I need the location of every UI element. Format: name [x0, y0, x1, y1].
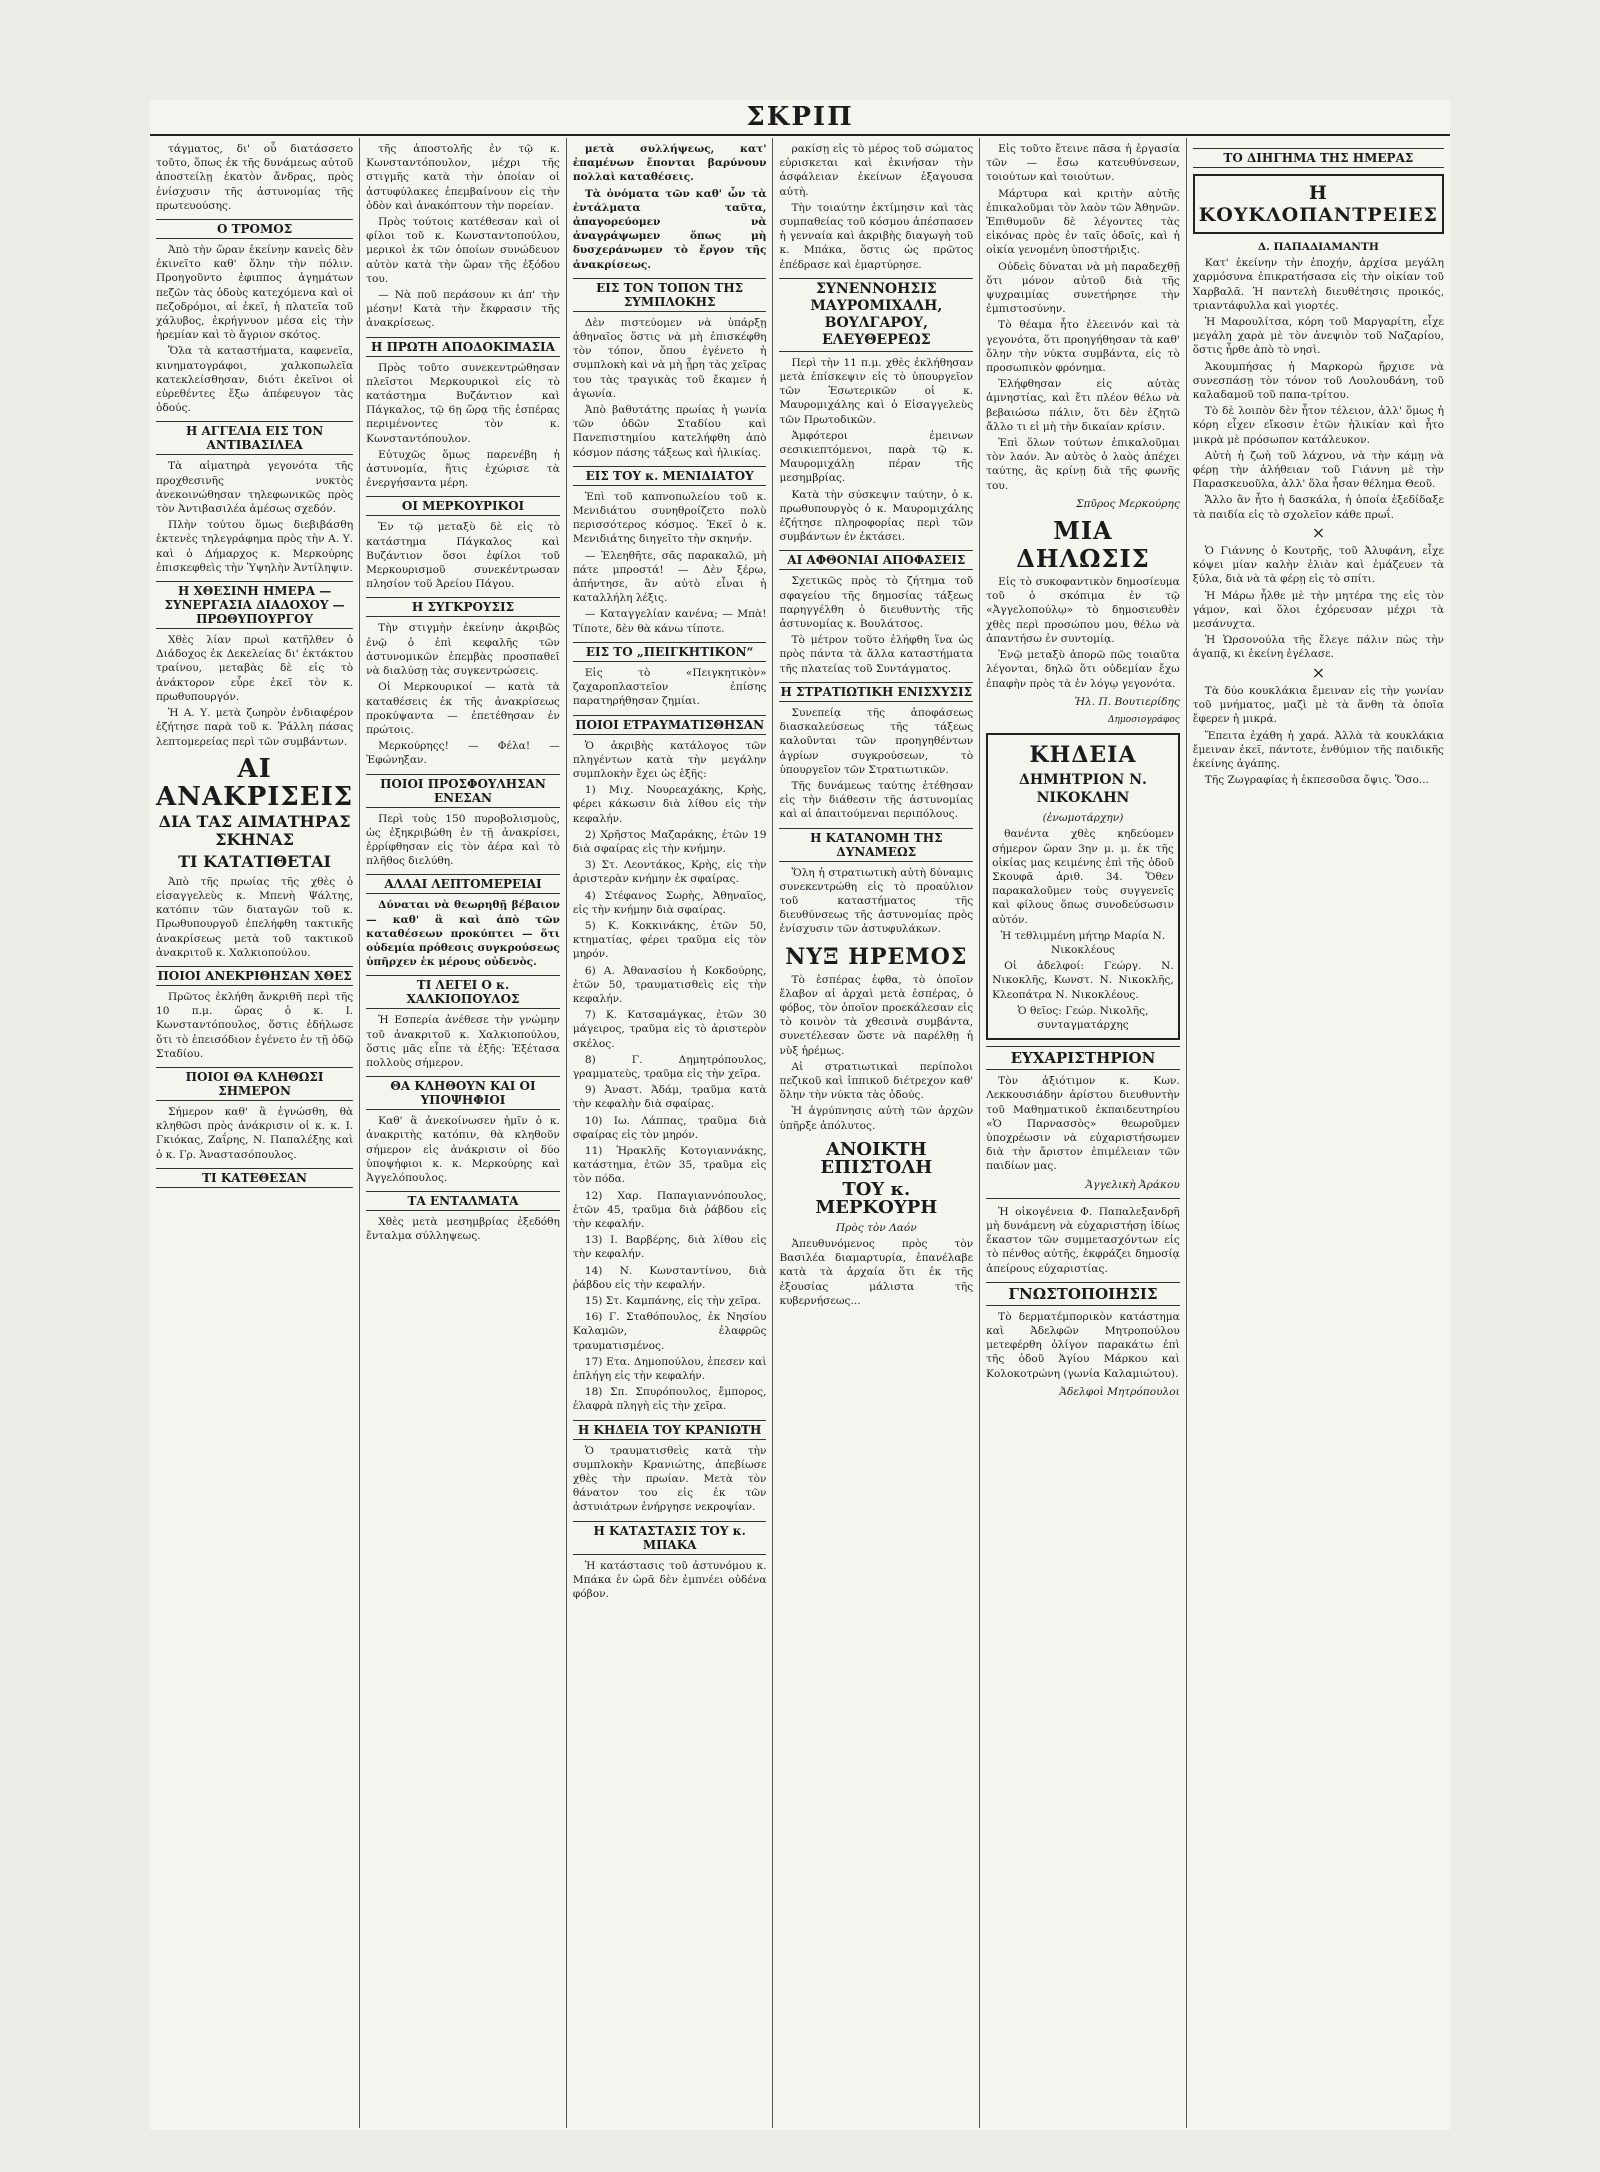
section-heading: ΠΟΙΟΙ ΑΝΕΚΡΙΘΗΣΑΝ ΧΘΕΣ — [156, 966, 353, 986]
paragraph: Ὁ ἀκριβὴς κατάλογος τῶν πληγέντων κατὰ τὴν μεγάλην συμπλοκὴν ἔχει ὡς ἑξῆς: — [572, 739, 767, 780]
divider — [986, 1198, 1180, 1199]
paragraph: Ἐν τῷ μεταξὺ δὲ εἰς τὸ κατάστημα Πάγκαλος καὶ Βυζάντιον ὅσοι ἐφίλοι τοῦ Μερκουρισμοῦ συνεκέντρωσαν πλησίον τοῦ Ἀρείου Πάγου. — [366, 521, 560, 591]
column-5 — [980, 138, 1187, 2128]
paragraph: Ὅλη ἡ στρατιωτικὴ αὐτὴ δύναμις συνεκεντρώθη εἰς τὸ προαύλιον τοῦ καταστήματος τῆς διευθύνσεως τῆς ἀστυνομίας πρὸς ἐνίσχυσιν τῶν ἀστυφυλάκων. — [779, 866, 974, 936]
paragraph: Ὅλα τὰ καταστήματα, καφενεῖα, κινηματογράφοι, χαλκοπωλεῖα κατεκλείσθησαν, διότι ἐκεῖνοι οἱ εὑρεθέντες ἔξω ἀπέφευγον τὰς ὁδούς. — [156, 345, 354, 415]
paragraph: Τὰ δύο κουκλάκια ἔμειναν εἰς τὴν γωνίαν τοῦ μνήματος, μαζὶ μὲ τὰ ἄνθη τὰ ὁποῖα ἔφερεν ἡ μικρά. — [1192, 684, 1444, 726]
paragraph: Εἰς τὸ «Πειγκητικὸν» ζαχαροπλαστεῖον ἐπίσης παρατηρήθησαν ζημίαι. — [572, 666, 767, 708]
column-4 — [773, 138, 980, 2128]
section-heading: ΕΙΣ ΤΟΝ ΤΟΠΟΝ ΤΗΣ ΣΥΜΠΛΟΚΗΣ — [573, 278, 767, 312]
paragraph: Εἰς τοῦτο ἔτεινε πᾶσα ἡ ἐργασία τῶν — ἔσω κατευθύνσεων, τοιούτων καὶ τοιούτων. — [986, 143, 1180, 184]
paragraph: Αἱ στρατιωτικαὶ περίπολοι πεζικοῦ καὶ ἱππικοῦ διέτρεχον καθ' ὅλην τὴν νύκτα τὰς ὁδούς. — [779, 1060, 974, 1102]
paragraph: Κατὰ τὴν σύσκεψιν ταύτην, ὁ κ. πρωθυπουργὸς ὁ κ. Μαυρομιχάλης ἐζήτησε πληροφορίας περὶ τῶν συμβάντων ἐν ἐκτάσει. — [779, 488, 974, 544]
signature: Ἠλ. Π. Βουτιερίδης — [1074, 695, 1180, 708]
paragraph: Ἀπευθυνόμενος πρὸς τὸν Βασιλέα διαμαρτυρία, ἐπανέλαβε κατὰ τὰ ἀρχαία ὅτι ἐκ τῆς ἐξουσίας μάλιστα τῆς κυβερνήσεως... — [779, 1237, 974, 1307]
list-item: 5) Κ. Κοκκινάκης, ἐτῶν 50, κτηματίας, φέρει τραῦμα εἰς τὸν μηρόν. — [572, 919, 767, 961]
section-heading: ΕΙΣ ΤΟΥ κ. ΜΕΝΙΔΙΑΤΟΥ — [573, 466, 767, 486]
story-title-box — [1193, 174, 1444, 234]
list-item: 12) Χαρ. Παπαγιαννόπουλος, ἐτῶν 45, τραῦμα διὰ ῥάβδου εἰς τὴν κεφαλήν. — [572, 1189, 767, 1230]
section-heading: Η ΣΤΡΑΤΙΩΤΙΚΗ ΕΝΙΣΧΥΣΙΣ — [779, 682, 973, 702]
section-heading: ΑΙ ΑΦΘΟΝΙΑΙ ΑΠΟΦΑΣΕΙΣ — [779, 550, 973, 570]
paragraph: Ἡ ἀγρύπνησις αὐτὴ τῶν ἀρχῶν ὑπῆρξε ἀπόλυτος. — [779, 1105, 974, 1132]
paragraph: ρακίσῃ εἰς τὸ μέρος τοῦ σώματος εὐρισκεται καὶ ἐκινήσαν τὴν ἀσφάλειαν ἐκείνων ἐξαγουσα αὐτὴ. — [779, 143, 974, 198]
paragraph: Ἡ Μαρουλίτσα, κόρη τοῦ Μαργαρίτη, εἶχε μεγάλη χαρὰ μὲ τὸν ἀνεψιὸν τοῦ Ναζαρίου, ὅστις ἦρθε ἀπὸ τὸ νησὶ. — [1192, 316, 1444, 357]
paragraph: Ἡ Μάρω ἦλθε μὲ τὴν μητέρα της εἰς τὸν γάμον, καὶ ὅλοι ἐχόρευσαν μέχρι τὰ μεσάνυχτα. — [1192, 589, 1444, 631]
newspaper-page — [150, 100, 1450, 2130]
paragraph: Σχετικῶς πρὸς τὸ ζήτημα τοῦ σφαγείου τῆς δημοσίας τάξεως παρηγγέλθη ὁ διευθυντὴς τῆς ἀστυνομίας κ. Βουλάτσος. — [779, 575, 974, 631]
list-item: 3) Στ. Λεοντάκος, Κρὴς, εἰς τὴν ἀριστερὰν κνήμην ἐκ σφαίρας. — [572, 859, 767, 886]
paragraph: — Καταγγελίαν κανένα; — Μπὰ! Τίποτε, δὲν θὰ κάνω τίποτε. — [572, 608, 767, 635]
list-item: 13) Ι. Βαρβέρης, διὰ λίθου εἰς τὴν κεφαλήν. — [572, 1234, 767, 1261]
paragraph: Σήμερον καθ' ἃ ἐγνώσθη, θὰ κληθῶσι πρὸς ἀνάκρισιν οἱ κ. κ. Ι. Γκιόκας, Ζαΐρης, Ν. Παπαλέξης καὶ ὁ κ. Γρ. Ἀναστασόπουλος. — [156, 1105, 354, 1161]
section-heading: ΓΝΩΣΤΟΠΟΙΗΣΙΣ — [986, 1282, 1180, 1306]
paragraph: Οἱ Μερκουρικοί — κατὰ τὰ καταθέσεις ἐκ τῆς ἀνακρίσεως προκύψαντα — ἐπετέθησαν ἐν πρώτοις. — [366, 681, 560, 736]
column-2 — [360, 138, 567, 2128]
masthead — [150, 100, 1450, 136]
paragraph: Ἀκουμπήσας ἡ Μαρκορὼ ἤρχισε νὰ συνεσπάσῃ τὸν τόνον τοῦ Λουλουδάνη, τοῦ καλαδαμοῦ τοῦ παπα-τρίτου. — [1192, 360, 1444, 402]
paragraph: Ὁ Γιάννης ὁ Κουτρῆς, τοῦ Ἀλυφάνη, εἶχε κόψει μίαν καλὴν ἐλιὰν καὶ ἐμάζευεν τὰ ξύλα, διὰ νὰ τὰ φέρῃ εἰς τὸ σπίτι. — [1192, 545, 1444, 586]
section-heading: Η ΣΥΓΚΡΟΥΣΙΣ — [366, 597, 560, 617]
paragraph: Συνεπείᾳ τῆς ἀποφάσεως διασκαλεύσεως τῆς τάξεως καλοῦνται τῶν προηγηθέντων ἀγρίων συγκρούσεων, τὸ ὑπουργεῖον τῶν Στρατιωτικῶν. — [779, 706, 974, 776]
section-heading: ΕΙΣ ΤΟ „ΠΕΙΓΚΗΤΙΚΟΝ“ — [573, 642, 767, 662]
paragraph: τῆς ἀποστολῆς ἐν τῷ κ. Κωνσταντόπουλον, μέχρι τῆς στιγμῆς κατὰ τὴν ὁποίαν οἱ ἀστυφύλακες ἐπεμβαίνουν εἰς τὴν ὁδὸν καὶ ἀνακόπτουν τὴν πορείαν. — [366, 143, 560, 212]
signature: Ἀδελφοὶ Μητρόπουλοι — [1059, 1385, 1180, 1398]
paragraph: Πλὴν τούτου ὅμως διεβιβάσθη ἐκτενὲς τηλεγράφημα πρὸς τὴν Α. Υ. καὶ ὁ Δήμαρχος κ. Μερκούρης ἐπισκεφθεὶς τὴν Ὑψηλὴν Ἀντίληψιν. — [156, 519, 354, 574]
section-heading: ΤΟ ΔΙΗΓΗΜΑ ΤΗΣ ΗΜΕΡΑΣ — [1193, 148, 1444, 168]
paragraph: Τῆς δυνάμεως ταύτης ἐτέθησαν εἰς τὴν διάθεσιν τῆς ἀστυνομίας καὶ αἱ ἀπαιτούμεναι περιπόλους. — [779, 779, 974, 821]
signature: Ἀγγελικὴ Ἀράκου — [1085, 1178, 1180, 1191]
paragraph: Μερκούρηςς! — Φέλα! — Ἐφώνηξαν. — [366, 740, 560, 767]
section-heading: ΠΟΙΟΙ ΠΡΟΣΦΟΥΛΗΣΑΝ ΕΝΕΣΑΝ — [366, 774, 560, 808]
paragraph: Περὶ τοὺς 150 πυροβολισμοὺς, ὡς ἐξηκριβώθη ἐν τῇ ἀνακρίσει, ἐρρίφθησαν εἰς τὸν ἀέρα καὶ τὸ πλῆθος διελύθη. — [366, 812, 560, 868]
paragraph: Δὲν πιστεύομεν νὰ ὑπάρξῃ ἀθηναῖος ὅστις νὰ μὴ ἐπισκέφθη τὸν τόπον, ὅπου ἐγένετο ἡ συμπλοκὴ καὶ νὰ μὴ ᾖρη τὰς χεῖρας του τὰς τραγικὰς τοῦ ἔκαμεν ἡ ἀγωνία. — [572, 316, 767, 400]
list-item: 14) Ν. Κωνσταντίνου, διὰ ῥάβδου εἰς τὴν κεφαλήν. — [572, 1264, 767, 1291]
paragraph: Τὸ θέαμα ἦτο ἐλεεινόν καὶ τὰ γεγονότα, ὅτι προηγήθησαν τὰ καθ' ὅλην τὴν νύκτα συμβάντα, εἰς τὸ προσωπικὸν φρόνημα. — [986, 319, 1180, 375]
column-1 — [150, 138, 360, 2128]
signature-title: Δημοσιογράφος — [1108, 714, 1180, 725]
article-headline: ΑΙ ΑΝΑΚΡΙΣΕΙΣ — [156, 753, 354, 812]
list-item: 11) Ἡρακλῆς Κοτογιαννάκης, κατάστημα, ἐτῶν 35, τραῦμα εἰς τὸν πόδα. — [572, 1144, 767, 1186]
list-item: 18) Σπ. Σπυρόπουλος, ἔμπορος, ἐλαφρὰ πληγὴ εἰς τὴν χεῖρα. — [572, 1386, 767, 1413]
paragraph: Πρῶτος ἐκλήθη ἄνκριθῆ περὶ τῆς 10 π.μ. ὥρας ὁ κ. Ι. Κωνσταντόπουλος, ὅστις ἐδήλωσε ὅτι τὸ ἐπεισόδιον ἐγένετο ἐν τῇ ὁδῷ Σταδίου. — [156, 990, 354, 1060]
paragraph: Καθ' ἃ ἀνεκοίνωσεν ἡμῖν ὁ κ. ἀνακριτὴς κατόπιν, θὰ κληθοῦν σήμερον εἰς ἀνάκρισιν οἱ δύο ὑποψήφιοι κ. κ. Μερκούρης καὶ Ἀγγελόπουλος. — [366, 1115, 560, 1184]
columns — [150, 138, 1450, 2128]
article-headline: ΜΙΑ ΔΗΛΩΣΙΣ — [1016, 516, 1150, 574]
section-heading: ΤΑ ΕΝΤΑΛΜΑΤΑ — [366, 1191, 560, 1211]
paragraph: Πρὸς τούτοις κατέθεσαν καὶ οἱ φίλοι τοῦ κ. Κωνσταντοπούλου, μερικοὶ ἐκ τῶν ὁποίων συνώδευον αὐτὸν κατὰ τὴν ὥραν τῆς ἐξόδου του. — [366, 216, 560, 285]
paragraph: — Ἐλεηθῆτε, σᾶς παρακαλῶ, μὴ πάτε μπροστά! — Δὲν ξέρω, ἀπήντησε, ἂν αὐτὸ εἶναι ἡ καταλλήλη λέξις. — [572, 549, 767, 605]
section-heading: Η ΑΓΓΕΛΙΑ ΕΙΣ ΤΟΝ ΑΝΤΙΒΑΣΙΛΕΑ — [156, 421, 353, 455]
paragraph: Τὴν τοιαύτην ἐκτίμησιν καὶ τὰς συμπαθείας τοῦ κόσμου ἀπέσπασεν ἡ γενναία καὶ ἀκριβὴς διαγωγὴ τοῦ κ. Μπάκα, ὅστις ὡς πρῶτος ἐπέδρασε καὶ ἐμαρτύρησε. — [779, 201, 974, 271]
section-heading: ΤΙ ΛΕΓΕΙ Ο κ. ΧΑΛΚΙΟΠΟΥΛΟΣ — [366, 975, 560, 1009]
paragraph: Ὁ θεῖος: Γεώρ. Νικολῆς, συνταγματάρχης — [1017, 1004, 1149, 1031]
list-item: 10) Ιω. Λάππας, τραῦμα διὰ σφαίρας εἰς τὸν μηρόν. — [572, 1114, 767, 1141]
paragraph: Ἀπὸ βαθυτάτης πρωίας ἡ γωνία τῶν ὁδῶν Σταδίου καὶ Πανεπιστημίου κατελήφθη ἀπὸ κόσμον πάσης τάξεως καὶ ἡλικίας. — [572, 404, 767, 459]
section-heading: ΕΥΧΑΡΙΣΤΗΡΙΟΝ — [986, 1046, 1180, 1070]
list-item: 4) Στέφανος Σωρὴς, Ἀθηναῖος, εἰς τὴν κνήμην διὰ σφαίρας. — [572, 889, 767, 916]
paragraph: Τῆς Ζωγραφίας ἡ ἐκπεσοῦσα ὄψις. Ὅσο... — [1204, 774, 1429, 787]
paragraph: Εἰς τὸ συκοφαντικὸν δημοσίευμα τοῦ ὁ σκόπιμα ἐν τῷ «Ἀγγελοπούλῳ» τὸ δημοσιευθὲν χθὲς περὶ προσώπου μου, θέλω νὰ ἀπαντήσω ἐν συντομίᾳ. — [986, 576, 1180, 645]
paragraph: Ἡ κατάστασις τοῦ ἀστυνόμου κ. Μπάκα ἐν ὠρᾶ δὲν ἐμπνέει οὐδένα φόβον. — [572, 1559, 767, 1601]
paragraph: Οὐδεὶς δύναται νὰ μὴ παραδεχθῇ ὅτι μόνον αὐτοῦ διὰ τῆς ψυχραιμίας συνετήρησε τὴν ἐμπιστοσύνην. — [986, 260, 1180, 316]
section-heading: ΘΑ ΚΛΗΘΟΥΝ ΚΑΙ ΟΙ ΥΠΟΨΗΦΙΟΙ — [366, 1076, 560, 1110]
notice-name: ΔΗΜΗΤΡΙΟΝ Ν. ΝΙΚΟΚΛΗΝ — [1019, 772, 1147, 807]
paragraph: (ἐνωμοτάρχην) — [1042, 812, 1124, 825]
column-3 — [567, 138, 774, 2128]
paragraph: Ἄλλο ἂν ἦτο ἡ δασκάλα, ἡ ὁποία ἐξεδίδαξε τὰ παιδία εἰς τὸ σχολεῖον κάθε πρωΐ. — [1192, 494, 1444, 521]
section-divider-cross: × — [1311, 662, 1326, 682]
paragraph: Τὸ δὲ λοιπὸν δὲν ἦτον τέλειον, ἀλλ' ὅμως ἡ κόρη εἶχεν εἴκοσιν ἐτῶν ἡλικίαν καὶ ἦτο μικρὰ μὲ πρόσωπον κατάλευκον. — [1192, 405, 1444, 446]
article-headline: ΝΥΞ ΗΡΕΜΟΣ — [785, 943, 968, 970]
list-item: 2) Χρῆστος Μαζαράκης, ἐτῶν 19 διὰ σφαίρας εἰς τὴν κνήμην. — [572, 828, 767, 855]
article-subheadline: ΔΙΑ ΤΑΣ ΑΙΜΑΤΗΡΑΣ ΣΚΗΝΑΣ — [158, 811, 351, 849]
section-heading: Η ΚΗΔΕΙΑ ΤΟΥ ΚΡΑΝΙΩΤΗ — [573, 1420, 767, 1440]
paragraph: Ἡ οἰκογένεια Φ. Παπαλεξανδρῆ μὴ δυνάμενη νὰ εὐχαριστήσῃ ἰδίως ἕκαστον τῶν συμμετασχόντων εἰς τὸ πένθος αὐτῆς, ἐκφράζει δημοσίᾳ ἀπείρους εὐχαριστίας. — [986, 1205, 1180, 1275]
list-item: 9) Ἀναστ. Ἀδάμ, τραῦμα κατὰ τὴν κεφαλὴν διὰ σφαίρας. — [572, 1084, 767, 1111]
paragraph: Ἀπὸ τῆς πρωίας τῆς χθὲς ὁ εἰσαγγελεὺς κ. Μπενὴ Ψάλτης, κατόπιν τῶν διαταγῶν τοῦ κ. Πρωθυπουργοῦ ἐπελήφθη τακτικῆς ἀνακρίσεως μετὰ τοῦ τακτικοῦ ἀνακριτοῦ κ. Χαλκιοπούλου. — [156, 875, 354, 959]
paragraph: Περὶ τὴν 11 π.μ. χθὲς ἐκλήθησαν μετὰ ἐπίσκεψιν εἰς τὸ ὑπουργεῖον τῶν Ἐσωτερικῶν οἱ κ. Μαυρομιχάλης καὶ ὁ Εἰσαγγελεὺς τῶν Πρωτοδικῶν. — [779, 356, 974, 426]
section-heading: ΣΥΝΕΝΝΟΗΣΙΣ ΜΑΥΡΟΜΙΧΑΛΗ, ΒΟΥΛΓΑΡΟΥ, ΕΛΕΥΘΕΡΕΩΣ — [779, 278, 973, 352]
paragraph: Πρὸς τοῦτο συνεκεντρώθησαν πλεῖστοι Μερκουρικοὶ εἰς τὸ κατάστημα Βυζάντιον καὶ Πάγκαλος, τῷ 6ῃ ὥρᾳ τῆς ἑσπέρας περιμένοντες τὸν κ. Κωνσταντόπουλον. — [366, 361, 560, 445]
section-heading: ΤΙ ΚΑΤΕΘΕΣΑΝ — [156, 1168, 353, 1188]
paragraph: Τὸ ἑσπέρας ἐφθα, τὸ ὁποῖον ἔλαβον αἱ ἀρχαὶ μετὰ ἐσπέρας, ὁ φόβος, τὸν ὁποῖον προεκάλεσαν εἰς τὸ κοινὸν τὰ χθεσινὰ συμβάντα, συνετέλεσαν ὥστε νὰ παρέλθῃ ἡ νὺξ ἠρέμως. — [779, 973, 974, 1057]
paragraph: Μάρτυρα καὶ κριτὴν αὐτῆς ἐπικαλοῦμαι τὸν λαὸν τῶν Ἀθηνῶν. Ἐπιθυμοῦν δὲ λέγοντες τὰς εἰκόνας πρὸς ἐν ταῖς ὁδοῖς, καὶ ἡ οἰκία γενομένη ὑποστήριξις. — [986, 187, 1180, 257]
paragraph: Τὸν ἀξιότιμον κ. Κων. Λεκκουσιάδην ἀρίστου διευθυντὴν τοῦ Μαθηματικοῦ ἐκπαιδευτηρίου «Ὁ Παρνασσὸς» θεωροῦμεν ὑποχρέωσιν νὰ εὐχαριστήσωμεν διὰ τὴν ἄριστον ἐπιμέλειαν τῶν παιδίων μας. — [986, 1075, 1180, 1173]
paragraph: Ὁ τραυματισθεὶς κατὰ τὴν συμπλοκὴν Κρανιώτης, ἀπεβίωσε χθὲς τὴν πρωίαν. Μετὰ τὸν θάνατον του εἰς ἐκ τῶν ἀστυιάτρων ἐνήργησε νεκροψίαν. — [572, 1444, 767, 1514]
list-item: 6) Α. Ἀθανασίου ἡ Κοκδούρης, ἐτῶν 50, τραυματισθεὶς εἰς τὴν κεφαλήν. — [572, 964, 767, 1005]
masthead-title: ΣΚΡΙΠ — [746, 102, 854, 132]
section-divider-cross: × — [1311, 522, 1326, 542]
paragraph: Εὐτυχῶς ὅμως παρενέβη ἡ ἀστυνομία, ἥτις ἐχώρισε τὰ ἐνεργήσαντα μέρη. — [366, 448, 560, 490]
paragraph: Αὐτὴ ἡ ζωὴ τοῦ λάχνου, νὰ τὴν κάμῃ νὰ φέρῃ τὴν ἀλήθειαν τοῦ Γιάννη μὲ τὴν Παρασκευοῦλα, ἀλλ' ὅλα ἦσαν θέλημα Θεοῦ. — [1192, 449, 1444, 491]
list-item: 15) Στ. Καμπάνης, εἰς τὴν χεῖρα. — [584, 1295, 762, 1308]
article-subheadline: ΤΙ ΚΑΤΑΤΙΘΕΤΑΙ — [178, 851, 332, 871]
paragraph: Κατ' ἐκείνην τὴν ἐποχήν, ἀρχίσα μεγάλη χαρμόσυνα ἐπικρατήσασα εἰς τὴν οἰκίαν τοῦ Χαρβαλᾶ. Ἡ παντελὴ διευθέτησις προικός, τριαντάφυλλα καὶ γιορτές. — [1192, 257, 1444, 312]
paragraph: Οἱ ἀδελφοί: Γεώργ. Ν. Νικοκλῆς, Κωνστ. Ν. Νικοκλῆς, Κλεοπάτρα Ν. Νικοκλέους. — [992, 960, 1174, 1001]
paragraph: Ἐνῷ μεταξὺ ἀπορῶ πῶς τοιαῦτα λέγονται, δηλῶ ὅτι οὐδεμίαν ἔχω ἐπαφὴν πρὸς τὰ ἐν λόγῳ γεγονότα. — [986, 649, 1180, 690]
paragraph: Ἡ τεθλιμμένη μήτηρ Μαρία Ν. Νικοκλέους — [1000, 929, 1166, 956]
signature: Σπῦρος Μερκούρης — [1075, 497, 1180, 510]
paragraph: Χθὲς μετὰ μεσημβρίας ἐξεδόθη ἔνταλμα σύλληψεως. — [366, 1216, 560, 1243]
section-heading: Η ΚΑΤΑΣΤΑΣΙΣ ΤΟΥ κ. ΜΠΑΚΑ — [573, 1521, 767, 1555]
paragraph: Ἐπὶ τοῦ καπνοπωλείου τοῦ κ. Μενιδιάτου συνηθροίζετο πολὺ περισσότερος κόσμος. Ἐκεῖ ὁ κ. Μενιδιάτης διηγεῖτο τὴν σκηνήν. — [572, 490, 767, 546]
paragraph: Τὸ δερματέμπορικὸν κατάστημα καὶ Ἀδελφῶν Μητροπούλου μετεφέρθη ὀλίγον παρακάτω ἐπὶ τῆς ὁδοῦ Ἁγίου Μάρκου καὶ Κολοκοτρώνη (γωνία Καλαμιώτου). — [986, 1310, 1180, 1380]
section-heading: ΟΙ ΜΕΡΚΟΥΡΙΚΟΙ — [366, 496, 560, 516]
paragraph: Ἡ Ὡρσονούλα τῆς ἔλεγε πάλιν πὼς τὴν ἀγαπᾷ, κι ἐκείνη ἐγέλασε. — [1192, 634, 1444, 661]
paragraph: Τὸ μέτρον τοῦτο ἐλήφθη ἵνα ὡς πρὸς πάντα τὰ ἄλλα καταστήματα τῆς πλατείας τοῦ Συντάγματος. — [779, 634, 974, 675]
story-author: Δ. ΠΑΠΑΔΙΑΜΑΝΤΗ — [1257, 241, 1379, 253]
paragraph: Τὴν στιγμὴν ἐκείνην ἀκριβῶς ἐνῷ ὁ ἐπὶ κεφαλῆς τῶν ἀστυνομικῶν ἐπεμβὰς προσπαθεῖ νὰ διαλύσῃ τὰς συγκεντρώσεις. — [366, 622, 560, 678]
paragraph: Ἐλήφθησαν εἰς αὐτὰς ἀμνηστίας, καὶ ἔτι πλέον θέλω νὰ βεβαιώσω πάλιν, ὅτι δὲν ἐζητῶ ἄλλο τι εἰ μὴ τὴν δικαίαν κρίσιν. — [986, 378, 1180, 433]
paragraph: Τὰ ὀνόματα τῶν καθ' ὧν τὰ ἐντάλματα ταῦτα, ἀπαγορεύομεν νὰ ἀναγράψωμεν ὅπως μὴ δυσχεράνωμεν τὸ ἔργον τῆς ἀνακρίσεως. — [572, 187, 767, 271]
story-title: Η ΚΟΥΚΛΟΠΑΝΤΡΕΙΕΣ — [1198, 182, 1438, 226]
paragraph: Πρὸς τὸν Λαόν — [835, 1221, 917, 1234]
paragraph: Ἀπὸ τὴν ὥραν ἐκείνην κανεὶς δὲν ἐκινεῖτο καθ' ὅλην τὴν πόλιν. Προηγοῦντο ἐφιππος ἀγημάτων πεζῶν τὰς ὁδοὺς κατεχόμενα καὶ οἱ πεζοδρόμοι, αἱ ἐκεῖ, ἡ πλατεῖα τοῦ χάλυβος, ἐκρήγνυον μέσα εἰς τὴν ἠρεμίαν καὶ τὸ ἄγριον σκότος. — [156, 244, 354, 342]
paragraph: Ἐπὶ ὅλων τούτων ἐπικαλοῦμαι τὸν λαόν. Ἀν αὐτὸς ὁ λαὸς ἀπέχει ταύτης, ἂς κρίνῃ διὰ τῆς φωνῆς του. — [986, 437, 1180, 492]
section-heading: Ο ΤΡΟΜΟΣ — [156, 219, 353, 239]
article-subheadline: ΑΝΟΙΚΤΗ ΕΠΙΣΤΟΛΗ — [820, 1138, 933, 1178]
list-item: 7) Κ. Κατσαμάγκας, ἐτῶν 30 μάγειρος, τραῦμα εἰς τὸ ἀριστερὸν σκέλος. — [572, 1009, 767, 1050]
section-heading: ΠΟΙΟΙ ΕΤΡΑΥΜΑΤΙΣΘΗΣΑΝ — [573, 715, 767, 735]
paragraph: Δύναται νὰ θεωρηθῇ βέβαιον — καθ' ἃ καὶ ἀπὸ τῶν καταθέσεων προκύπτει — ὅτι οὐδεμία πρόθεσις συγκρούσεως ὑπῆρχεν ἐκ μέρους οὐδενὸς. — [366, 899, 560, 969]
paragraph: Χθὲς λίαν πρωὶ κατῆλθεν ὁ Διάδοχος ἐκ Δεκελείας δι' ἐκτάκτου τραίνου, μεταβὰς δὲ εἰς τὸ ἀνάκτορον εὗρε ἐκεῖ τὸν κ. πρωθυπουργόν. — [156, 634, 354, 703]
funeral-notice — [986, 733, 1180, 1040]
paragraph: τάγματος, δι' οὗ διατάσσετο τοῦτο, ὅπως ἐκ τῆς δυνάμεως αὐτοῦ ἀποστείλῃ ἑκατὸν ἄνδρας, πρὸς ἐνίσχυσιν τῆς ἀστυνομίας τῆς πρωτευούσης. — [156, 143, 354, 212]
notice-title: ΚΗΔΕΙΑ — [1029, 742, 1137, 769]
paragraph: Ἡ Εσπερία ἀνέθεσε τὴν γνώμην τοῦ ἀνακριτοῦ κ. Χαλκιοπούλου, ὅστις μᾶς εἶπε τὰ ἑξῆς: Ἐξέτασα πολλοὺς σήμερον. — [366, 1014, 560, 1069]
paragraph: Ἀμφότεροι ἐμεινων σεσικιεπτόμενοι, παρὰ τῷ κ. Μαυρομιχάλῃ πέραν τῆς μεσημβρίας. — [779, 429, 974, 485]
section-heading: ΑΛΛΑΙ ΛΕΠΤΟΜΕΡΕΙΑΙ — [366, 874, 560, 894]
section-heading: ΠΟΙΟΙ ΘΑ ΚΛΗΘΩΣΙ ΣΗΜΕΡΟΝ — [156, 1067, 353, 1101]
paragraph: μετὰ συλλήψεως, κατ' ἐπαμένων ἔπονται βαρύνουν πολλαὶ καταθέσεις. — [572, 143, 767, 184]
list-item: 17) Ετα. Δημοπούλου, ἐπεσεν καὶ ἐπλήγη εἰς τὴν κεφαλήν. — [572, 1355, 767, 1383]
paragraph: — Νὰ ποῦ περάσουν κι ἀπ' τὴν μέσην! Κατὰ τὴν ἔκφρασιν τῆς ἀνακρίσεως. — [366, 289, 560, 330]
article-subheadline: ΤΟΥ κ. ΜΕΡΚΟΥΡΗ — [815, 1178, 938, 1218]
section-heading: Η ΚΑΤΑΝΟΜΗ ΤΗΣ ΔΥΝΑΜΕΩΣ — [779, 828, 973, 862]
paragraph: Τὰ αἱματηρὰ γεγονότα τῆς προχθεσινῆς νυκτὸς ἀνεκοινώθησαν τηλεφωνικῶς πρὸς τὸν Ἀντιβασιλέα ἀμέσως σχεδόν. — [156, 460, 354, 516]
column-6 — [1187, 138, 1450, 2128]
list-item: 16) Γ. Σταθόπουλος, ἐκ Νησίου Καλαμῶν, ἐλαφρῶς τραυματισμένος. — [572, 1311, 767, 1352]
section-heading: Η ΠΡΩΤΗ ΑΠΟΔΟΚΙΜΑΣΙΑ — [366, 337, 560, 357]
list-item: 8) Γ. Δημητρόπουλος, γραμματεὺς, τραῦμα εἰς τὴν χεῖρα. — [572, 1053, 767, 1080]
paragraph: Ἡ Α. Υ. μετὰ ζωηρὸν ἐνδιαφέρον ἐζήτησε παρὰ τοῦ κ. Ῥάλλη πάσας λεπτομερείας περὶ τῶν συμβάντων. — [156, 707, 354, 748]
section-heading: Η ΧΘΕΣΙΝΗ ΗΜΕΡΑ — ΣΥΝΕΡΓΑΣΙΑ ΔΙΑΔΟΧΟΥ — ΠΡΩΘΥΠΟΥΡΓΟΥ — [156, 581, 353, 629]
paragraph: Ἔπειτα ἐχάθη ἡ χαρά. Ἀλλὰ τὰ κουκλάκια ἔμειναν ἐκεῖ, πάντοτε, ἐνθύμιον τῆς παιδικῆς ἐκείνης ἀγάπης. — [1192, 729, 1444, 770]
paragraph: θανέντα χθὲς κηδεύομεν σήμερον ὥραν 3ην μ. μ. ἐκ τῆς οἰκίας μας κειμένης ἐπὶ τῆς ὁδοῦ Σκουφᾶ ἀριθ. 34. Ὅθεν παρακαλοῦμεν τοὺς συγγενεῖς καὶ φίλους ὅπως συνοδεύσωσιν αὐτόν. — [992, 828, 1174, 926]
list-item: 1) Μιχ. Νουρεαχάκης, Κρὴς, φέρει κάκωσιν διὰ λίθου εἰς τὴν κεφαλήν. — [572, 784, 767, 825]
injured-list — [573, 783, 767, 1414]
